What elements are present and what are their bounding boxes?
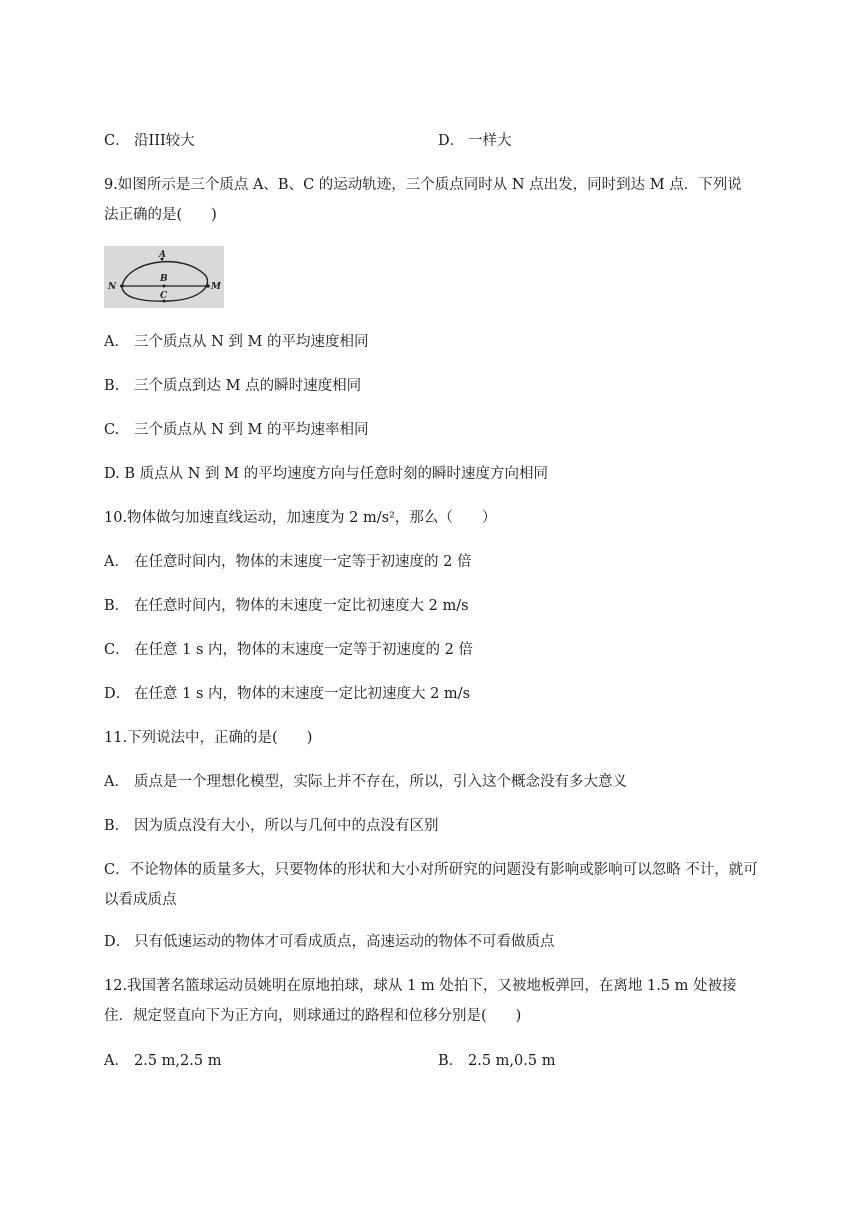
option-text: 2.5 m,0.5 m	[468, 1053, 556, 1069]
q10-stem: 10.物体做匀加速直线运动，加速度为 2 m/s²，那么（ ）	[104, 510, 497, 526]
q9-option-d	[104, 464, 548, 484]
option-text: 一样大	[468, 133, 512, 149]
option-label: B．	[104, 598, 130, 614]
q10-option-a	[104, 552, 471, 572]
q9-option-c	[104, 420, 368, 440]
q11-option-b	[104, 816, 439, 836]
q8-option-c	[104, 131, 195, 151]
q12-option-b	[438, 1051, 555, 1071]
option-label: B．	[438, 1053, 464, 1069]
option-text: 在任意时间内，物体的末速度一定比初速度大 2 m/s	[134, 598, 469, 614]
option-label: B.	[104, 378, 120, 394]
option-label: C．	[104, 862, 130, 878]
trajectory-diagram	[104, 246, 224, 308]
option-text: 三个质点到达 M 点的瞬时速度相同	[134, 378, 362, 394]
option-text: 三个质点从 N 到 M 的平均速率相同	[134, 422, 369, 438]
q9-stem-line2: 法正确的是( )	[104, 207, 217, 223]
point-n	[120, 284, 124, 288]
option-label: D．	[104, 934, 131, 950]
option-text: 质点是一个理想化模型，实际上并不存在，所以，引入这个概念没有多大意义	[134, 774, 627, 790]
option-label: C．	[104, 133, 130, 149]
q9-option-a	[104, 332, 368, 352]
option-label: C．	[104, 642, 130, 658]
option-label: A．	[104, 334, 129, 350]
option-text: 在任意时间内，物体的末速度一定等于初速度的 2 倍	[134, 554, 472, 570]
q11-option-a	[104, 772, 627, 792]
option-text: B 质点从 N 到 M 的平均速度方向与任意时刻的瞬时速度方向相同	[124, 466, 549, 482]
option-label: D.	[104, 466, 120, 482]
q12-option-a	[104, 1051, 221, 1071]
option-text: 在任意 1 s 内，物体的末速度一定等于初速度的 2 倍	[134, 642, 473, 658]
option-label: B．	[104, 818, 130, 834]
label-n: N	[108, 282, 117, 292]
q10-option-c	[104, 640, 473, 660]
point-m	[206, 284, 210, 288]
q11-option-d	[104, 932, 555, 952]
q9-option-b	[104, 376, 361, 396]
label-m: M	[211, 282, 221, 292]
q10-option-b	[104, 596, 469, 616]
option-text: 不论物体的质量多大，只要物体的形状和大小对所研究的问题没有影响或影响可以忽略 不计，就可以看成质点	[104, 862, 758, 908]
q11-stem: 11.下列说法中，正确的是( )	[104, 730, 313, 746]
option-label: D．	[438, 133, 465, 149]
label-b: B	[160, 274, 168, 284]
label-a: A	[159, 250, 166, 260]
option-label: C.	[104, 422, 120, 438]
option-label: A．	[104, 774, 129, 790]
q8-option-d	[438, 131, 512, 151]
option-text: 在任意 1 s 内，物体的末速度一定比初速度大 2 m/s	[134, 686, 471, 702]
label-c: C	[160, 291, 168, 301]
option-text: 只有低速运动的物体才可看成质点，高速运动的物体不可看做质点	[134, 934, 555, 950]
option-text: 三个质点从 N 到 M 的平均速度相同	[134, 334, 369, 350]
option-text: 2.5 m,2.5 m	[134, 1053, 222, 1069]
q9-stem-line1: 9.如图所示是三个质点 A、B、C 的运动轨迹，三个质点同时从 N 点出发，同时到达 M 点．下列说	[104, 177, 742, 193]
point-b	[163, 285, 166, 288]
q12-stem: 12.我国著名篮球运动员姚明在原地拍球，球从 1 m 处拍下，又被地板弹回，在离地 1.5 m 处被接住．规定竖直向下为正方向，则球通过的路程和位移分别是( )	[104, 978, 737, 1024]
option-label: D．	[104, 686, 131, 702]
trajectory-figure	[104, 246, 224, 308]
option-text: 沿III较大	[134, 133, 195, 149]
q11-option-c	[104, 855, 764, 915]
option-label: A．	[104, 554, 129, 570]
option-label: A．	[104, 1053, 129, 1069]
q10-option-d	[104, 684, 470, 704]
option-text: 因为质点没有大小，所以与几何中的点没有区别	[134, 818, 439, 834]
